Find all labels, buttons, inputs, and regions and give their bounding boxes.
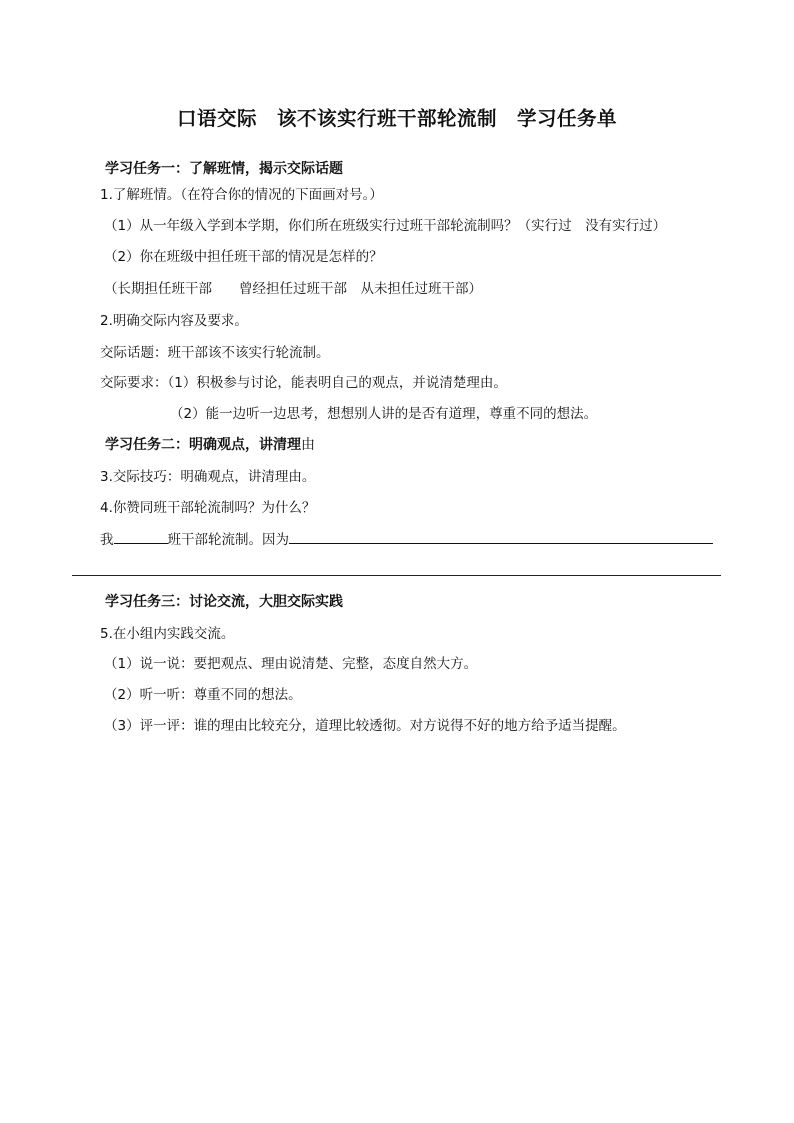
task1-heading: 学习任务一：了解班情，揭示交际话题 [105,161,343,177]
task2-fill-line [100,529,713,549]
title-part-2: 该不该实行班干部轮流制 [276,107,497,130]
fill-prefix: 我 [100,532,114,548]
title-part-3: 学习任务单 [517,107,618,130]
task3-step2: （2）听一听：尊重不同的想法。 [104,687,302,703]
task1-item2: 2.明确交际内容及要求。 [100,313,248,329]
task2-item3: 3.交际技巧：明确观点，讲清理由。 [100,469,316,485]
task1-question1: （1）从一年级入学到本学期，你们所在班级实行过班干部轮流制吗？（实行过 没有实行过） [104,218,667,234]
answer-blank-reason[interactable] [289,529,713,544]
task2-heading [105,436,315,454]
page-title [0,103,794,131]
task2-heading-tail: 由 [301,437,315,453]
fill-middle: 班干部轮流制。因为 [167,532,289,548]
divider-line [72,575,721,576]
task2-item4: 4.你赞同班干部轮流制吗？为什么？ [100,500,316,516]
task1-question2: （2）你在班级中担任班干部的情况是怎样的？ [104,249,383,265]
task1-requirement2: （2）能一边听一边思考，想想别人讲的是否有道理，尊重不同的想法。 [170,406,598,422]
task1-item1: 1.了解班情。（在符合你的情况的下面画对号。） [100,187,383,203]
task1-topic: 交际话题：班干部该不该实行轮流制。 [100,345,330,361]
task3-item5: 5.在小组内实践交流。 [100,626,235,642]
answer-blank-choice[interactable] [114,529,168,544]
task3-step1: （1）说一说：要把观点、理由说清楚、完整，态度自然大方。 [104,656,478,672]
task1-question2-options: （长期担任班干部 曾经担任过班干部 从未担任过班干部） [104,281,482,297]
task3-heading: 学习任务三：讨论交流，大胆交际实践 [105,594,343,610]
title-part-1: 口语交际 [176,107,257,130]
task3-step3: （3）评一评：谁的理由比较充分，道理比较透彻。对方说得不好的地方给予适当提醒。 [104,718,626,734]
task2-heading-bold: 学习任务二：明确观点，讲清理 [105,437,301,453]
task1-requirement1: 交际要求：（1）积极参与讨论，能表明自己的观点，并说清楚理由。 [100,375,507,391]
